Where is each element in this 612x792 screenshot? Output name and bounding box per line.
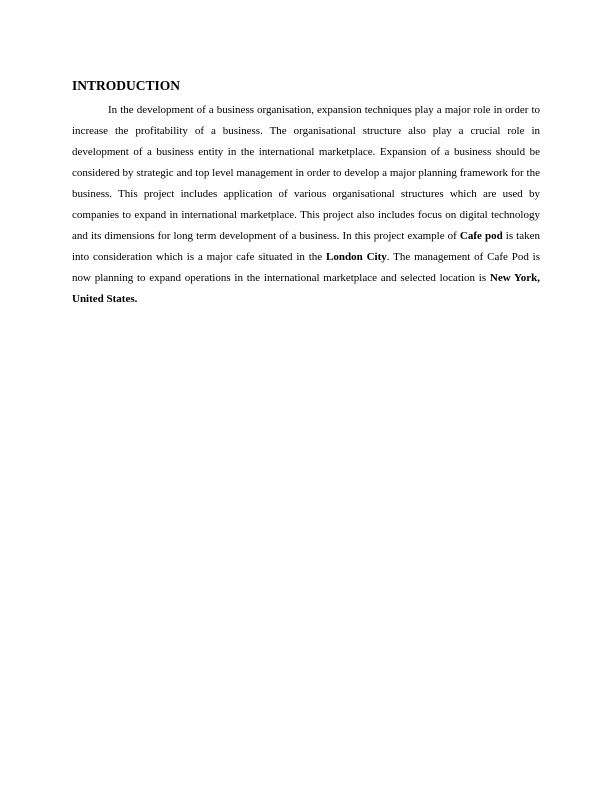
bold-city-name: London City xyxy=(326,251,387,263)
paragraph-text-1: In the development of a business organisation, expansion techniques play a major role in order to increase the profitability of a business. The organisational structure also play a crucial role in development of a business entity in the international marketplace. Expansion of a business should be considered by strategic and top level management in order to develop a major planning framework for the business. This project includes application of various organisational structures which are used by companies to expand in international marketplace. This project also includes focus on digital technology and its dimensions for long term development of a business. In this project example of xyxy=(72,104,540,242)
paragraph-text-2: is taken into consideration which is a major cafe situated in the xyxy=(72,230,540,263)
introduction-paragraph xyxy=(72,100,540,310)
bold-location: New York, United States. xyxy=(72,272,541,305)
paragraph-text-3: . The management of Cafe Pod is now planning to expand operations in the international marketplace and selected location is xyxy=(72,251,541,284)
section-heading: INTRODUCTION xyxy=(72,78,181,93)
page-content xyxy=(72,76,540,310)
bold-company-name: Cafe pod xyxy=(459,230,503,242)
